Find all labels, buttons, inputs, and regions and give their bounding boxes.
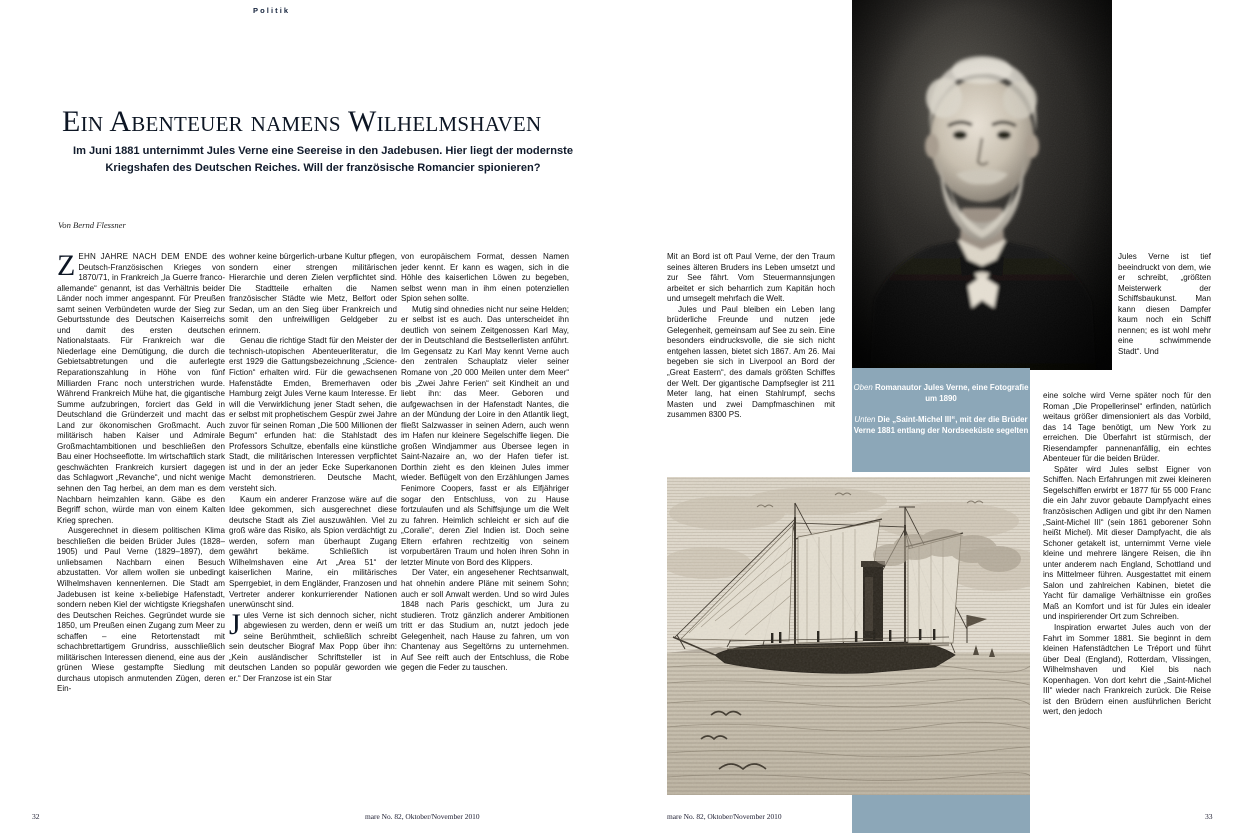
paragraph: Der Vater, ein angesehener Rechtsanwalt, hat ohnehin andere Pläne mit seinem Sohn; auch er soll Anwalt werden. Und so wird Jules 1848 nach Paris geschickt, um Jura zu studieren. Trotz gänzlich anderer Ambitionen tritt er das Studium an, nutzt jedoch jede Gelegenheit, nach Hause zu fahren, um von Chantenay aus Segeltörns zu unternehmen. Auf See reift auch der Entschluss, die Robe gegen die Feder zu tauschen. <box>401 568 569 673</box>
caption-top <box>852 382 1030 405</box>
paragraph: von europäischem Format, dessen Namen jeder kennt. Er kann es wagen, sich in die Höhle des kaiserlichen Löwen zu begeben, selbst wenn man in ihm einen potenziellen Spion sehen sollte. <box>401 252 569 304</box>
body-column-4 <box>667 252 835 421</box>
portrait-artwork <box>852 0 1112 370</box>
paragraph-text: ules Verne ist sich dennoch sicher, nicht abgewiesen zu werden, denn er weiß um seine Berühmtheit, schließlich schreibt sein deutscher Biograf Max Popp über ihn: „Kein ausländischer Schriftsteller ist in deutschen Landen so populär geworden wie er.“ Der Franzose ist ein Star <box>229 610 397 683</box>
caption-label-oben: Oben <box>853 383 873 392</box>
paragraph: Ausgerechnet in diesem politischen Klima beschließen die beiden Brüder Jules (1828–1905) und Paul Verne (1829–1897), dem unliebsamen Nachbarn einen Besuch abzustatten. Vor allem wollen sie unbedingt Wilhelmshaven kennenlernen. Die Stadt am Jadebusen ist keine x-beliebige Hafenstadt, sondern neben Kiel der wichtigste Kriegshafen des Deutschen Reiches. Gegründet wurde sie 1850, um Preußen einen Zugang zum Meer zu schaffen – eine Retortenstadt mit schachbrettartigem Grundriss, ausschließlich militärischen Interessen dienend, eine aus der grünen Wiese gestampfte Siedlung mit durchaus utopisch anmutenden Zügen, deren Ein- <box>57 526 225 694</box>
imprint-right: mare No. 82, Oktober/November 2010 <box>667 812 782 821</box>
jules-verne-portrait-image <box>852 0 1112 370</box>
folio-left: 32 <box>32 812 40 821</box>
byline: Von Bernd Flessner <box>58 220 126 230</box>
body-column-3 <box>401 252 569 674</box>
paragraph: Kaum ein anderer Franzose wäre auf die Idee gekommen, sich ausgerechnet diese deutsche Stadt als Ziel auszuwählen. Viel zu groß wäre das Risiko, als Spion verdächtigt zu werden, sofern man überhaupt Zugang gewährt bekäme. Schließlich ist Wilhelmshaven eine Art „Area 51“ der kaiserlichen Marine, ein militärisches Sperrgebiet, in dem Engländer, Franzosen und Vertreter anderer konkurrierender Nationen unerwünscht sind. <box>229 494 397 610</box>
caption-text-oben: Romanautor Jules Verne, eine Fotografie um 1890 <box>872 383 1029 404</box>
paragraph: Mit an Bord ist oft Paul Verne, der den Traum seines älteren Bruders ins Leben umsetzt und zur See fährt. Vom Steuermannsjungen arbeitet er sich beharrlich zum Kapitän hoch und umsegelt mehrfach die Welt. <box>667 252 835 304</box>
dropcap-j: J <box>229 607 241 641</box>
caption-text-unten: Die „Saint-Michel III“, mit der die Brüder Verne 1881 entlang der Nordseeküste segelten <box>853 414 1029 436</box>
caption-bottom <box>852 414 1030 437</box>
paragraph: Genau die richtige Stadt für den Meister der technisch-utopischen Abenteuerliteratur, die erst 1929 die Gattungsbezeichnung „Science-Fiction“ erhalten wird. Für die gewachsenen Hafenstädte Emden, Bremerhaven oder Hamburg zeigt Jules Verne kaum Interesse. Er will die Verwirklichung jener Stadt sehen, die er selbst mit prophetischem Gespür zwei Jahre zuvor für seinen Roman „Die 500 Millionen der Begum“ erfunden hat: die Stahlstadt des Professors Schultze, ebenfalls eine künstliche Stadt, die militärischen Interessen verpflichtet ist und in der an jeder Ecke Superkanonen Macht demonstrieren. Deutsche Macht, versteht sich. <box>229 336 397 494</box>
paragraph: wohner keine bürgerlich-urbane Kultur pflegen, sondern einer strengen militärischen Hierarchie und deren Zielen verpflichtet sind. Die Stadtteile erhalten die Namen französischer Städte wie Metz, Belfort oder Sedan, um an den Sieg über Frankreich und somit den unfreiwilligen Geldgeber zu erinnern. <box>229 252 397 335</box>
folio-right: 33 <box>1205 812 1213 821</box>
article-deck: Im Juni 1881 unternimmt Jules Verne eine Seereise in den Jadebusen. Hier liegt der modernste Kriegshafen des Deutschen Reiches. Will der französische Romancier spionieren? <box>72 145 573 174</box>
paragraph <box>229 607 397 685</box>
body-column-5-bottom <box>1043 391 1211 718</box>
paragraph: Jules und Paul bleiben ein Leben lang brüderliche Freunde und nutzen jede Gelegenheit, gemeinsam auf See zu sein. Eine besonders eindrucksvolle, die sie sich nicht entgehen lassen, bietet sich 1867. Am 26. Mai begeben sie sich in Liverpool an Bord der „Great Eastern“, des damals größten Schiffes der Welt. Der gigantische Dampfsegler ist 211 Meter lang, hat einen Stahlrumpf, sechs Masten und zwei Dampfmaschinen mit zusammen 8300 PS. <box>667 304 835 420</box>
body-column-1 <box>57 249 225 695</box>
paragraph: Später wird Jules selbst Eigner von Schiffen. Nach Erfahrungen mit zwei kleineren Segelschiffen erwirbt er 1877 für 55 000 Franc die ein Jahr zuvor gebaute Dampfyacht eines französischen Adligen und gibt ihr den Namen „Saint-Michel III“ (sein 1861 geborener Sohn heißt Michel). Mit dieser Dampfyacht, die als Schoner getakelt ist, unternimmt Verne viele kleine und mehrere längere Reisen, die ihn unter anderem nach England, Schottland und ins Mittelmeer führen. Ausgestattet mit einem Salon und zahlreichen Kabinen, bietet die Yacht für damalige Verhältnisse ein großes Maß an Komfort und ist für Jules ein idealer und inspirierender Ort zum Schreiben. <box>1043 464 1211 622</box>
caption-spacer <box>852 405 1030 414</box>
body-column-5-top <box>1118 252 1211 357</box>
page-title <box>62 106 582 138</box>
lead-in-text: EHN JAHRE NACH DEM ENDE <box>78 252 208 261</box>
paragraph-text: des Deutsch-Französischen Krieges von 1870/71, in Frankreich „la Guerre franco-allemande“ genannt, ist das Verhältnis beider Länder noch immer angespannt. Für Preußen samt seinen Verbündeten wurde der Sieg zur Geburtsstunde des Deutschen Kaiserreichs und damit des ersten deutschen Nationalstaats. Für Frankreich war die Niederlage eine Demütigung, die durch die Gebietsabtretungen und die auferlegte Reparationszahlung in Höhe von fünf Milliarden Franc noch unterstrichen wurde. Während Frankreich Mühe hat, die gigantische Summe aufzubringen, forciert das Geld in Deutschland die Gründerzeit und macht das Land zur ökonomischen Großmacht. Auch militärisch haben Kaiser und Admirale Großmachtambitionen und beschließen den Bau einer Hochseeflotte. Im wirtschaftlich stark geschwächten Frankreich kursiert dagegen das Schlagwort „Revanche“, und nicht wenige sehnen den Tag herbei, an dem man es dem Nachbarn heimzahlen kann. Gäbe es den Begriff schon, würde man von einem Kalten Krieg sprechen. <box>57 252 225 525</box>
paragraph <box>57 249 225 526</box>
section-kicker: Politik <box>253 6 291 15</box>
saint-michel-iii-engraving-image <box>667 477 1030 795</box>
body-column-2 <box>229 252 397 684</box>
caption-label-unten: Unten <box>854 414 876 424</box>
paragraph: eine solche wird Verne später noch für den Roman „Die Propellerinsel“ erfinden, natürlich weitaus größer dimensioniert als das Vorbild, das 14 Tage benötigt, um New York zu erreichen. Die Überfahrt ist stürmisch, der Riesendampfer pannenanfällig, ein echtes Abenteuer für die beiden Brüder. <box>1043 391 1211 464</box>
paragraph: Inspiration erwartet Jules auch von der Fahrt im Sommer 1881. Sie beginnt in dem kleinen Hafenstädtchen Le Tréport und führt über Deal (England), Rotterdam, Vlissingen, Wilhelmshaven und Kiel bis nach Kopenhagen. Von dort kehrt die „Saint-Michel III“ wieder nach Frankreich zurück. Die Reise ist den Brüdern einen ausführlichen Bericht wert, den jedoch <box>1043 623 1211 717</box>
engraving-artwork <box>667 477 1030 795</box>
paragraph: Mutig sind ohnedies nicht nur seine Helden; er selbst ist es auch. Das unterscheidet ihn deutlich von seinem Zeitgenossen Karl May, der in Deutschland die Bestsellerlisten anführt. Im Gegensatz zu Karl May kennt Verne auch den zentralen Schauplatz vieler seiner Romane von „20 000 Meilen unter dem Meer“ bis „Zwei Jahre Ferien“ seit Kindheit an und liebt ihn: das Meer. Geboren und aufgewachsen in der Hafenstadt Nantes, die an der Mündung der Loire in den Atlantik liegt, fließt Salzwasser in seinen Adern, auch wenn im Hafen nur kleinere Segelschiffe liegen. Die großen Windjammer aus Übersee legen in Saint-Nazaire an, wo der Hafen tiefer ist. Dorthin zieht es den kleinen Jules immer wieder. Beflügelt von den Erzählungen James Fenimore Coopers, fasst er als Elfjähriger sogar den Entschluss, von zu Hause fortzulaufen und als Schiffsjunge um die Welt zu fahren. Heimlich schleicht er sich auf die „Coralie“, deren Ziel Indien ist. Doch seine Eltern erfahren rechtzeitig von seinem vorpubertären Traum und holen ihren Sohn in letzter Minute von Bord des Klippers. <box>401 304 569 567</box>
imprint-left: mare No. 82, Oktober/November 2010 <box>365 812 480 821</box>
dropcap-z: Z <box>57 249 76 282</box>
headline-text: Ein Abenteuer namens Wilhelmshaven <box>62 105 542 138</box>
image-caption-panel <box>852 368 1030 472</box>
accent-block-bottom <box>852 795 1030 833</box>
paragraph: Jules Verne ist tief beeindruckt von dem, wie er schreibt, „größten Meisterwerk der Schiffsbaukunst. Man kann diesen Dampfer kaum noch ein Schiff nennen; es ist wohl mehr eine schwimmende Stadt“. Und <box>1118 252 1211 356</box>
